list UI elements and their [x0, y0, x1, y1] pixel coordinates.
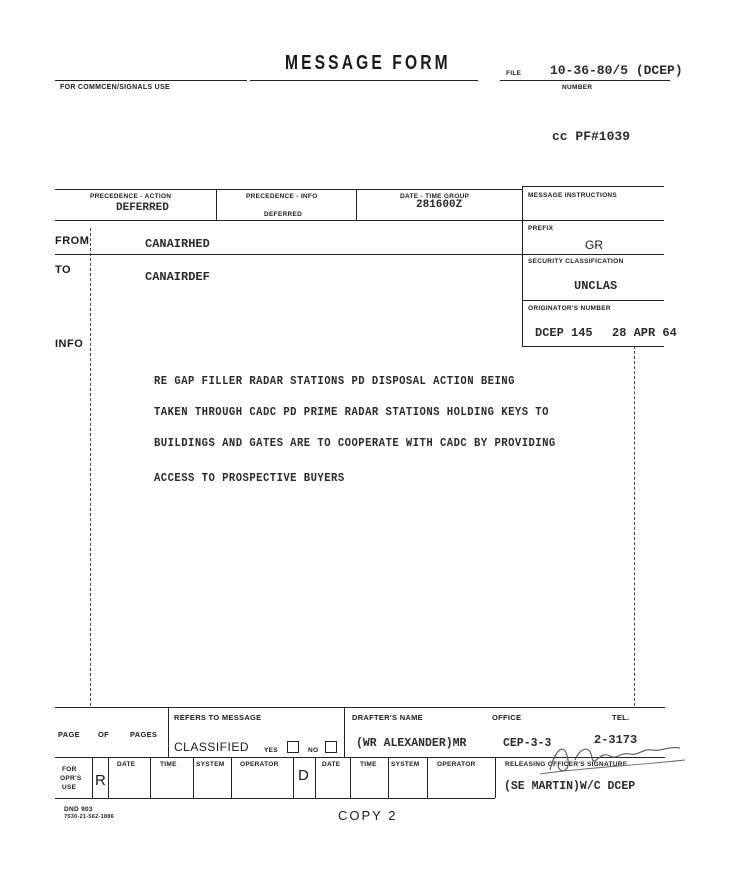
- message-line: BUILDINGS AND GATES ARE TO COOPERATE WITH CADC BY PROVIDING: [154, 437, 556, 450]
- footer-top-rule: [55, 707, 665, 708]
- precedence-bottom-rule: [55, 220, 522, 221]
- no-checkbox[interactable]: [325, 741, 337, 753]
- for-opr-label: FOR: [62, 766, 77, 773]
- col-time-2: TIME: [360, 761, 377, 768]
- to-label: TO: [55, 264, 72, 276]
- col-system: SYSTEM: [196, 761, 225, 768]
- prefix-label: PREFIX: [528, 225, 554, 232]
- precedence-info-label: PRECEDENCE - INFO: [246, 193, 318, 200]
- commcen-label: FOR COMMCEN/SIGNALS USE: [60, 84, 170, 91]
- instructions-label: MESSAGE INSTRUCTIONS: [528, 192, 618, 199]
- message-line: TAKEN THROUGH CADC PD PRIME RADAR STATIONS HOLDING KEYS TO: [154, 406, 549, 419]
- precedence-info-value: DEFERRED: [264, 211, 303, 218]
- classification-label: SECURITY CLASSIFICATION: [528, 258, 624, 265]
- message-line: RE GAP FILLER RADAR STATIONS PD DISPOSAL ACTION BEING: [154, 375, 515, 388]
- instructions-top-rule: [522, 186, 664, 187]
- pages-label: PAGES: [130, 730, 158, 739]
- refers-label: REFERS TO MESSAGE: [174, 713, 262, 722]
- right-dashed-margin: [634, 346, 635, 706]
- no-label: NO: [308, 747, 319, 754]
- for-opr-label: OPR'S: [60, 775, 82, 782]
- left-dashed-margin: [90, 228, 91, 706]
- opr-cell-divider: [350, 757, 351, 798]
- opr-cell-divider: [293, 757, 294, 798]
- message-line: ACCESS TO PROSPECTIVE BUYERS: [154, 472, 345, 485]
- handwritten-signature: [520, 730, 690, 780]
- originator-value: DCEP 145: [535, 326, 593, 340]
- originator-date: 28 APR 64: [612, 326, 677, 340]
- classification-value: UNCLAS: [574, 279, 618, 293]
- instructions-bottom-rule: [522, 346, 664, 347]
- precedence-top-rule: [55, 189, 522, 190]
- col-operator-2: OPERATOR: [437, 761, 476, 768]
- precedence-action-value: DEFERRED: [116, 202, 169, 214]
- form-title: MESSAGE FORM: [285, 52, 451, 74]
- footer-bottom-rule: [55, 798, 495, 799]
- instructions-left-border: [522, 186, 523, 346]
- file-number: 10-36-80/5 (DCEP): [550, 63, 683, 78]
- cc-note: cc PF#1039: [552, 129, 631, 144]
- from-label: FROM: [55, 235, 90, 247]
- prefix-top-rule: [522, 220, 664, 221]
- precedence-action-label: PRECEDENCE - ACTION: [90, 193, 172, 200]
- form-id: DND 903: [64, 806, 93, 813]
- form-stock: 7530-21-562-1886: [64, 814, 115, 820]
- yes-label: YES: [264, 747, 278, 754]
- col-date: DATE: [117, 761, 136, 768]
- of-label: OF: [98, 730, 110, 739]
- to-value: CANAIRDEF: [145, 270, 210, 284]
- office-label: OFFICE: [492, 713, 522, 722]
- opr-cell-divider: [150, 757, 151, 798]
- releasing-label: RELEASING OFFICER'S SIGNATURE: [505, 761, 628, 768]
- originator-top-rule: [522, 300, 664, 301]
- tel-value: 2-3173: [594, 733, 638, 747]
- dtg-value: 281600Z: [416, 199, 463, 211]
- opr-cell-divider: [92, 757, 93, 798]
- col-operator: OPERATOR: [240, 761, 279, 768]
- number-label: NUMBER: [562, 84, 593, 91]
- opr-cell-divider: [231, 757, 232, 798]
- file-label: FILE: [506, 70, 522, 77]
- page-label: PAGE: [58, 730, 80, 739]
- prefix-value: GR: [585, 238, 603, 252]
- for-opr-label: USE: [62, 784, 77, 791]
- opr-cell-divider: [388, 757, 389, 798]
- opr-cell-divider: [495, 757, 496, 798]
- dtg-label: DATE - TIME GROUP: [400, 193, 470, 200]
- office-value: CEP-3-3: [503, 737, 552, 750]
- d-mark: D: [298, 767, 309, 784]
- tel-label: TEL.: [612, 713, 630, 722]
- title-rule: [250, 80, 478, 81]
- file-rule: [500, 80, 670, 81]
- info-label: INFO: [55, 338, 84, 350]
- col-time: TIME: [160, 761, 177, 768]
- from-value: CANAIRHED: [145, 237, 210, 251]
- classification-top-rule: [522, 254, 664, 255]
- opr-cell-divider: [427, 757, 428, 798]
- col-date-2: DATE: [322, 761, 341, 768]
- precedence-divider-1: [216, 189, 217, 220]
- drafter-label: DRAFTER'S NAME: [352, 713, 423, 722]
- opr-cell-divider: [315, 757, 316, 798]
- drafter-value: (WR ALEXANDER)MR: [356, 737, 467, 750]
- precedence-divider-2: [356, 189, 357, 220]
- releasing-value: (SE MARTIN)W/C DCEP: [504, 780, 636, 793]
- footer-divider-drafter: [344, 707, 345, 757]
- r-mark: R: [95, 772, 106, 789]
- footer-divider-refers: [168, 707, 169, 757]
- opr-cell-divider: [108, 757, 109, 798]
- yes-checkbox[interactable]: [287, 741, 299, 753]
- copy-label: COPY 2: [338, 808, 398, 823]
- opr-cell-divider: [193, 757, 194, 798]
- commcen-rule: [55, 80, 247, 81]
- from-bottom-rule: [55, 254, 522, 255]
- originator-label: ORIGINATOR'S NUMBER: [528, 305, 611, 312]
- col-system-2: SYSTEM: [391, 761, 420, 768]
- classified-label: CLASSIFIED: [174, 740, 250, 754]
